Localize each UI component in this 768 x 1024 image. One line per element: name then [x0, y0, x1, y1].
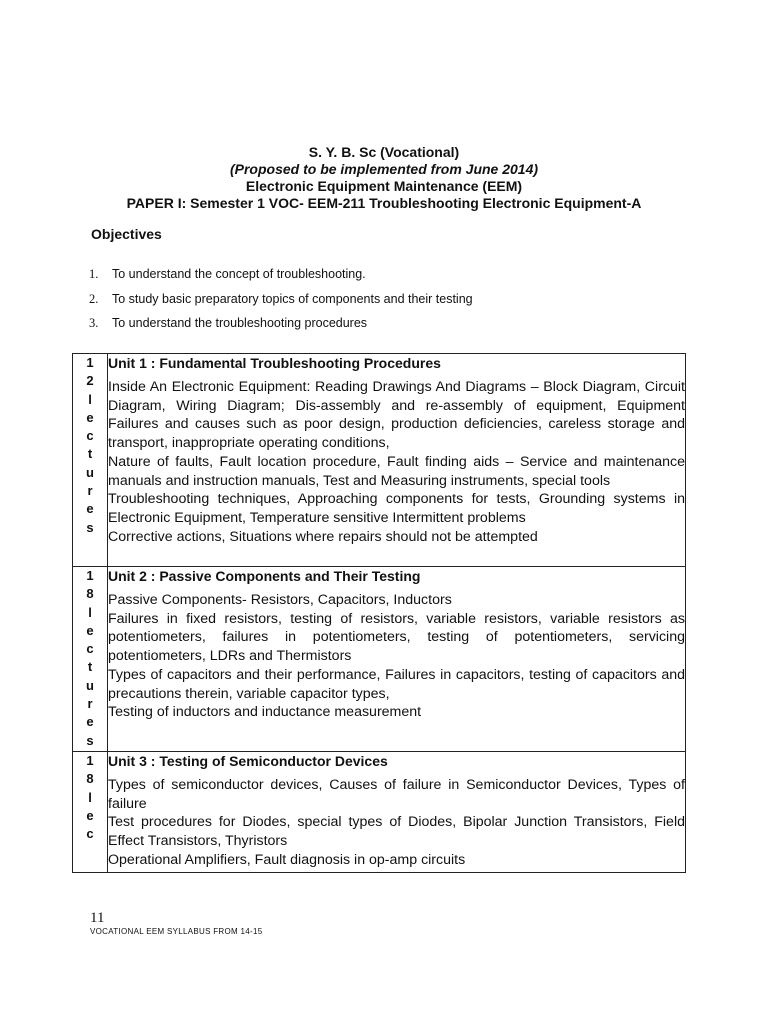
lecture-char: e — [86, 501, 94, 517]
unit-paragraph: Corrective actions, Situations where repairs should not be attempted — [108, 528, 538, 545]
units-table — [72, 353, 686, 873]
lecture-char: s — [86, 732, 94, 748]
unit-paragraph: Types of semiconductor devices, Causes of failure in Semiconductor Devices, Types of failure — [108, 777, 685, 812]
unit-row-2 — [73, 567, 686, 752]
unit-paragraph: Troubleshooting techniques, Approaching components for tests, Grounding systems in Electronic Equipment, Temperature sensitive Intermittent problems — [108, 491, 685, 526]
lecture-char: 1 — [86, 355, 94, 370]
lecture-char: 2 — [86, 373, 94, 389]
objective-number: 1. — [89, 267, 99, 281]
unit-paragraph: Failures in fixed resistors, testing of resistors, variable resistors, variable resistors as potentiometers, failures in potentiometers, testing of potentiometers, servicing potentiometers, LDRs and Thermistors — [108, 610, 685, 665]
lecture-char: e — [86, 714, 94, 730]
unit-paragraph: Operational Amplifiers, Fault diagnosis in op-amp circuits — [108, 851, 466, 868]
objectives-list — [89, 265, 473, 339]
unit-paragraph: Inside An Electronic Equipment: Reading Drawings And Diagrams – Block Diagram, Circuit Diagram, Wiring Diagram; Dis-assembly and re-assembly of equipment, Equipment Failures and causes such as poor design, production deficiencies, careless storage and transport, inappropriate operating conditions, — [108, 379, 685, 452]
course-title: S. Y. B. Sc (Vocational) — [308, 144, 460, 160]
lecture-char: t — [87, 659, 93, 675]
lecture-char: e — [86, 622, 94, 638]
lecture-char: t — [87, 446, 93, 462]
lecture-char: e — [86, 409, 94, 425]
unit-row-1 — [73, 354, 686, 567]
unit-paragraph: Nature of faults, Fault location procedure, Fault finding aids – Service and maintenance manuals and instruction manuals, Test and Measuring instruments, special tools — [108, 453, 685, 489]
objective-text: To understand the troubleshooting procedures — [112, 316, 368, 330]
lecture-char: e — [86, 807, 94, 823]
lecture-char: l — [88, 391, 92, 407]
lecture-char: c — [86, 641, 94, 657]
unit-title: Unit 2 : Passive Components and Their Testing — [108, 568, 421, 584]
lecture-char: s — [86, 519, 94, 535]
unit-paragraph: Test procedures for Diodes, special types of Diodes, Bipolar Junction Transistors, Field Effect Transistors, Thyristors — [108, 814, 685, 850]
footer-text: VOCATIONAL EEM SYLLABUS FROM 14-15 — [90, 927, 263, 936]
objective-item — [89, 290, 473, 315]
objective-number: 3. — [89, 316, 99, 330]
lecture-char: 1 — [86, 753, 94, 768]
lecture-count-cell — [73, 567, 108, 752]
lecture-char: 8 — [86, 586, 94, 602]
lecture-char: l — [88, 604, 92, 620]
objective-text: To understand the concept of troubleshooting. — [112, 267, 366, 281]
lecture-char: c — [86, 428, 94, 444]
unit-paragraph: Types of capacitors and their performance, Failures in capacitors, testing of capacitors and precautions therein, variable capacitor types, — [108, 666, 685, 702]
unit-title: Unit 3 : Testing of Semiconductor Devices — [108, 753, 388, 769]
unit-title: Unit 1 : Fundamental Troubleshooting Procedures — [108, 355, 441, 371]
paper-title: PAPER I: Semester 1 VOC- EEM-211 Troubleshooting Electronic Equipment-A — [126, 195, 642, 211]
implementation-note: (Proposed to be implemented from June 2014) — [229, 161, 539, 177]
page-number: 11 — [90, 910, 105, 926]
lecture-char: u — [86, 677, 94, 693]
lecture-char: c — [86, 826, 94, 842]
unit-paragraph: Testing of inductors and inductance measurement — [108, 704, 422, 721]
subject-title: Electronic Equipment Maintenance (EEM) — [245, 178, 523, 194]
objective-item — [89, 314, 473, 339]
lecture-char: r — [87, 483, 93, 499]
lecture-count-cell — [73, 354, 108, 567]
objectives-heading: Objectives — [91, 226, 162, 242]
unit-content-cell — [108, 752, 686, 873]
objective-number: 2. — [89, 291, 99, 306]
lecture-char: l — [88, 789, 92, 805]
unit-row-3 — [73, 752, 686, 873]
lecture-char: u — [86, 464, 94, 480]
lecture-char: 8 — [86, 771, 94, 787]
objective-item — [89, 265, 473, 290]
lecture-char: r — [87, 696, 93, 712]
lecture-char: 1 — [86, 568, 94, 583]
document-header — [0, 144, 768, 212]
unit-paragraph: Passive Components- Resistors, Capacitors, Inductors — [108, 592, 452, 608]
unit-content-cell — [108, 354, 686, 567]
unit-content-cell — [108, 567, 686, 752]
objective-text: To study basic preparatory topics of components and their testing — [112, 291, 473, 306]
lecture-count-cell — [73, 752, 108, 873]
